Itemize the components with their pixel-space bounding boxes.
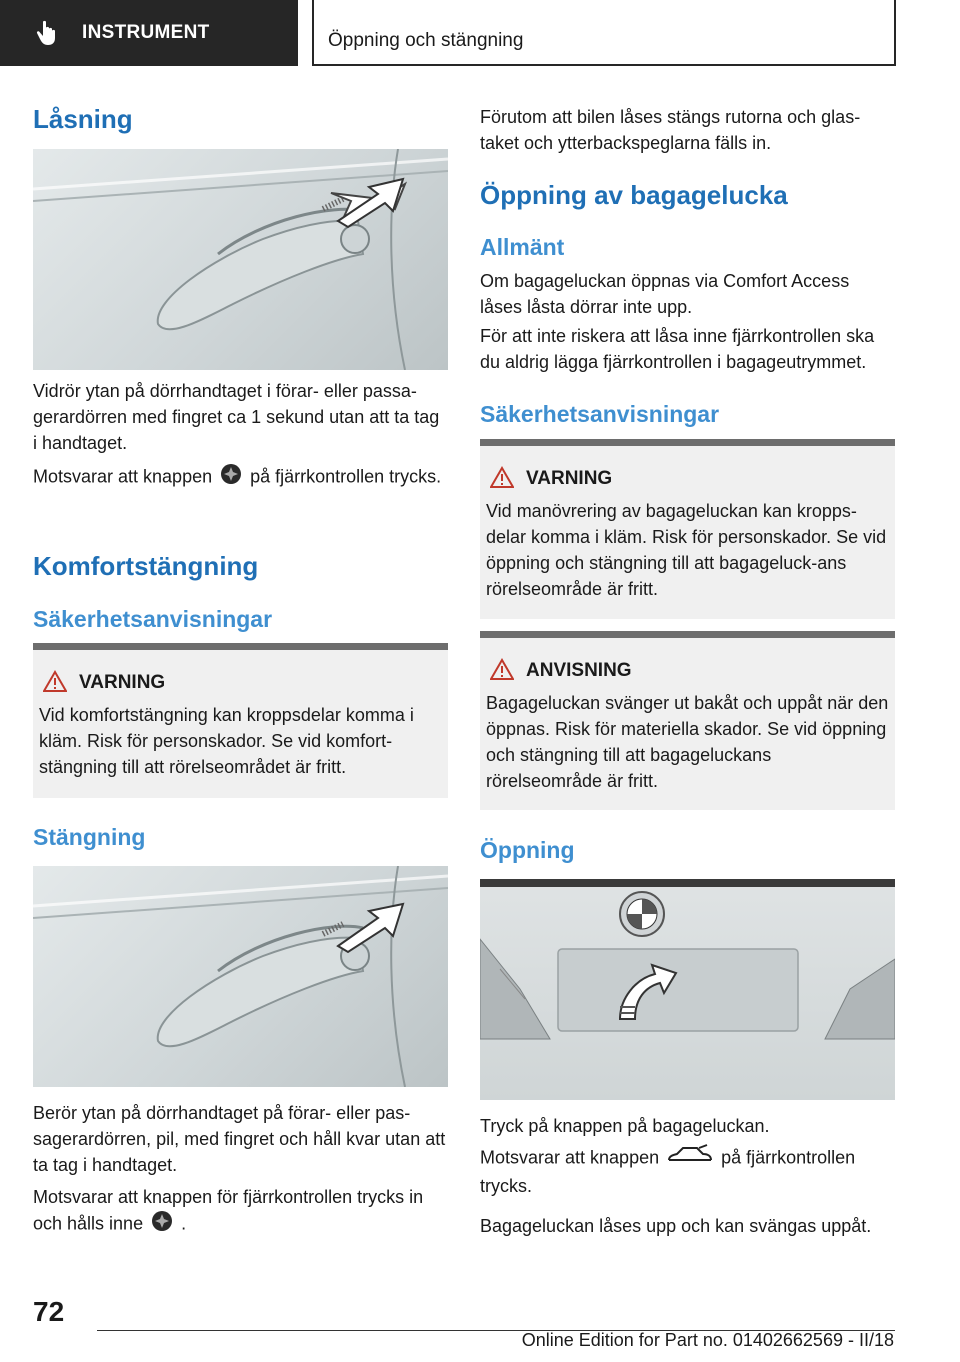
text-span: på fjärrkontrollen trycks. [250, 466, 442, 487]
trunk-car-icon [667, 1144, 713, 1173]
warning-icon [490, 466, 514, 488]
heading-stangning: Stängning [33, 824, 146, 850]
trunk-image [480, 879, 895, 1100]
page-header [0, 0, 960, 66]
door-handle-image [33, 149, 448, 370]
chapter-label: Öppning och stängning [328, 30, 524, 51]
heading-oppning-bagagelucka: Öppning av bagagelucka [480, 180, 788, 210]
paragraph: Förutom att bilen låses stängs rutorna och glas-taket och ytterbackspeglarna fälls in. [480, 107, 861, 153]
warning-icon [490, 658, 514, 680]
text-span: på fjärrkontrollen trycks. [480, 1147, 856, 1196]
paragraph: Bagageluckan låses upp och kan svängas uppåt. [480, 1216, 872, 1236]
lock-button-icon [151, 1210, 173, 1239]
text-span: Motsvarar att knappen [480, 1147, 660, 1168]
heading-komfort: Komfortstängning [33, 551, 259, 581]
section-tab [0, 0, 298, 66]
warning-box [480, 439, 895, 619]
warning-icon [43, 670, 67, 692]
paragraph [33, 1184, 448, 1239]
lock-button-icon [220, 463, 242, 492]
notice-box [480, 631, 895, 810]
chapter-tab [312, 0, 896, 66]
paragraph: Om bagageluckan öppnas via Comfort Access låses låsta dörrar inte upp. [480, 271, 850, 317]
text-span: . [181, 1213, 187, 1234]
heading-allmant: Allmänt [480, 234, 565, 260]
footer-edition: Online Edition for Part no. 01402662569 - II/18 [521, 1330, 894, 1350]
heading-lasning: Låsning [33, 104, 133, 134]
paragraph [480, 1144, 895, 1199]
warning-title: VARNING [79, 672, 166, 693]
hand-icon [36, 20, 58, 46]
notice-body: Bagageluckan svänger ut bakåt och uppåt när den öppnas. Risk för materiella skador. Se vid öppning och stängning till att bagageluckans rörelseområde är fritt. [486, 693, 889, 791]
warning-body: Vid komfortstängning kan kroppsdelar komma i kläm. Risk för personskador. Se vid komfort-stängning till att rörelseområdet är fritt. [39, 705, 414, 777]
section-label: INSTRUMENT [82, 22, 210, 43]
notice-title: ANVISNING [526, 660, 632, 681]
paragraph: Berör ytan på dörrhandtaget på förar- eller pas-sagerardörren, pil, med fingret och håll kvar utan att ta tag i handtaget. [33, 1103, 446, 1175]
page-number: 72 [33, 1296, 65, 1327]
paragraph [33, 463, 448, 492]
text-span: Motsvarar att knappen för fjärrkontrollen trycks in och hålls inne [33, 1187, 424, 1234]
paragraph: Tryck på knappen på bagageluckan. [480, 1116, 770, 1136]
heading-sakerhet: Säkerhetsanvisningar [33, 606, 273, 632]
door-handle-image [33, 866, 448, 1087]
heading-oppning: Öppning [480, 837, 575, 863]
warning-body: Vid manövrering av bagageluckan kan kropps-delar komma i kläm. Risk för personskador. Se vid öppning och stängning till att bagageluck-ans rörelseområde är fritt. [486, 501, 887, 599]
heading-sakerhet: Säkerhetsanvisningar [480, 401, 720, 427]
warning-box [33, 643, 448, 798]
paragraph: För att inte riskera att låsa inne fjärrkontrollen ska du aldrig lägga fjärrkontrollen i bagageutrymmet. [480, 326, 875, 372]
paragraph: Vidrör ytan på dörrhandtaget i förar- eller passa-gerardörren med fingret ca 1 sekund utan att ta tag i handtaget. [33, 381, 440, 453]
text-span: Motsvarar att knappen [33, 466, 213, 487]
warning-title: VARNING [526, 468, 613, 489]
